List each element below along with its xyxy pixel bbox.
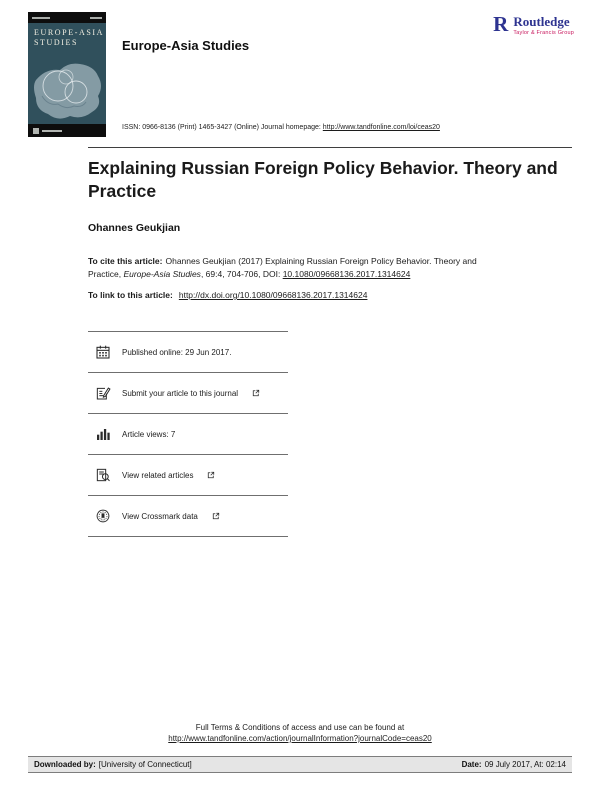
header-divider — [88, 147, 572, 148]
article-link-paragraph — [88, 290, 367, 300]
download-info-bar — [28, 756, 572, 773]
published-online-row — [88, 331, 288, 372]
cite-text-2: , 69:4, 704-706, DOI: — [200, 269, 283, 279]
link-label: To link to this article: — [88, 290, 173, 300]
crossmark-row[interactable] — [88, 495, 288, 536]
article-actions-list — [88, 331, 288, 537]
article-views-row — [88, 413, 288, 454]
external-link-icon — [207, 471, 215, 479]
publisher-name: Routledge — [513, 14, 570, 29]
bar-chart-icon — [95, 426, 111, 442]
submit-article-icon — [95, 385, 111, 401]
cover-top-strip — [28, 12, 106, 23]
cite-text: Ohannes Geukjian (2017) Explaining Russian Foreign Policy Behavior. Theory and Practice, — [88, 256, 477, 279]
article-views-label: Article views: 7 — [122, 429, 176, 439]
related-articles-icon — [95, 467, 111, 483]
cover-map-graphic — [28, 52, 106, 124]
journal-cover-image — [28, 12, 106, 137]
downloaded-by-value: [University of Connecticut] — [98, 760, 192, 769]
date-value: 09 July 2017, At: 02:14 — [484, 760, 566, 769]
calendar-icon — [95, 344, 111, 360]
external-link-icon — [212, 512, 220, 520]
cover-title-line1: EUROPE-ASIA — [34, 28, 105, 37]
terms-text: Full Terms & Conditions of access and use can be found at — [195, 723, 405, 732]
download-date — [462, 760, 566, 769]
date-label: Date: — [461, 760, 482, 769]
author-name: Ohannes Geukjian — [88, 222, 181, 234]
journal-name-heading: Europe-Asia Studies — [122, 38, 250, 53]
article-title: Explaining Russian Foreign Policy Behavior. Theory and Practice — [88, 158, 558, 201]
issn-text: ISSN: 0966-8136 (Print) 1465-3427 (Online) Journal homepage: — [122, 124, 323, 131]
cover-publisher-text-decoration — [42, 130, 62, 132]
downloaded-by-label: Downloaded by: — [34, 760, 96, 769]
publisher-tagline: Taylor & Francis Group — [513, 30, 574, 36]
cover-bottom-strip — [28, 124, 106, 137]
cover-top-text-decoration — [32, 17, 50, 19]
related-articles-label: View related articles — [122, 470, 194, 480]
terms-and-conditions — [0, 722, 600, 744]
cite-doi-link[interactable]: 10.1080/09668136.2017.1314624 — [282, 269, 411, 279]
submit-article-row[interactable] — [88, 372, 288, 413]
routledge-logo — [493, 14, 574, 36]
submit-article-label: Submit your article to this journal — [122, 388, 239, 398]
terms-link[interactable]: http://www.tandfonline.com/action/journalInformation?journalCode=ceas20 — [168, 734, 432, 743]
cite-journal-name: Europe-Asia Studies — [123, 269, 201, 279]
routledge-r-icon: R — [493, 12, 509, 36]
cover-journal-title — [28, 23, 106, 48]
routledge-wordmark — [513, 14, 574, 36]
crossmark-label: View Crossmark data — [122, 511, 198, 521]
journal-homepage-link[interactable]: http://www.tandfonline.com/loi/ceas20 — [322, 124, 440, 131]
cite-label: To cite this article: — [88, 256, 163, 266]
external-link-icon — [252, 389, 260, 397]
cover-publisher-mark-decoration — [33, 128, 39, 134]
related-articles-row[interactable] — [88, 454, 288, 495]
cover-title-line2: STUDIES — [34, 38, 79, 47]
citation-paragraph — [88, 255, 503, 281]
published-online-label: Published online: 29 Jun 2017. — [122, 347, 232, 357]
crossmark-icon — [95, 508, 111, 524]
article-doi-link[interactable]: http://dx.doi.org/10.1080/09668136.2017.1314624 — [178, 290, 368, 300]
cover-top-text-decoration — [90, 17, 102, 19]
issn-line — [122, 124, 440, 131]
downloaded-by — [34, 760, 192, 769]
